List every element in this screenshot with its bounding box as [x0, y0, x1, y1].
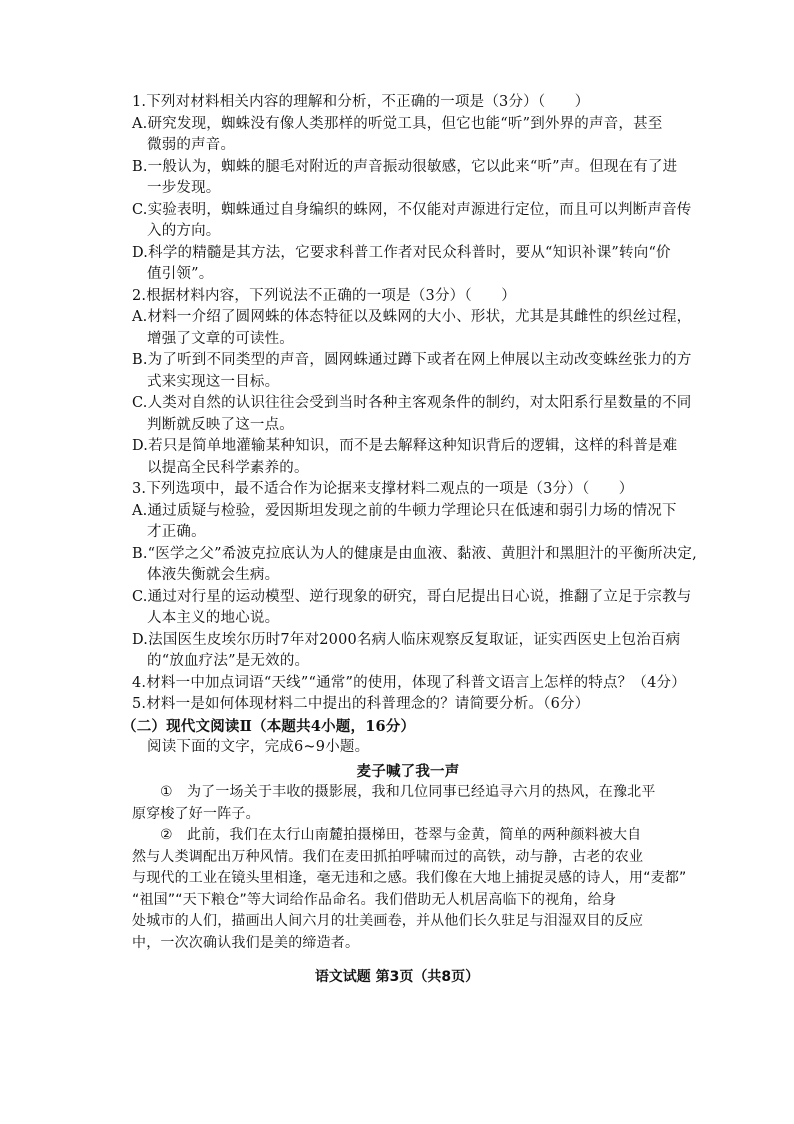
question-2-option-b-cont: 式来实现这一目标。: [147, 373, 280, 390]
question-3-option-c-cont: 人本主义的地心说。: [147, 610, 280, 626]
section-heading: （二）现代文阅读Ⅱ（本题共4小题，16分）: [122, 717, 416, 735]
passage-paragraph-2: ② 此前，我们在太行山南麓拍摄梯田，苍翠与金黄，简单的两种颜料被大自: [160, 827, 642, 843]
question-3-option-b-cont: 体液失衡就会生病。: [147, 567, 280, 583]
page-footer: 语文试题 第3页（共8页）: [314, 969, 480, 985]
passage-paragraph-1-cont: 原穿梭了好一阵子。: [132, 805, 260, 822]
reading-instruction: 阅读下面的文字，完成6~9小题。: [147, 739, 370, 755]
question-1-option-b: B.一般认为，蜘蛛的腿毛对附近的声音振动很敏感，它以此来“听”声。但现在有了进: [132, 158, 678, 175]
question-3-stem: 3.下列选项中，最不适合作为论据来支撑材料二观点的一项是（3分）（ ）: [132, 481, 634, 497]
passage-paragraph-2-line-6: 中，一次次确认我们是美的缔造者。: [132, 934, 360, 951]
question-1-option-a-cont: 微弱的声音。: [147, 137, 236, 153]
passage-paragraph-2-line-2: 然与人类调配出万种风情。我们在麦田抓拍呼啸而过的高铁，动与静，古老的农业: [132, 848, 644, 865]
question-3-option-d: D.法国医生皮埃尔历时7年对2000名病人临床观察反复取证，证实西医史上包治百病: [132, 631, 681, 648]
question-3-option-a: A.通过质疑与检验，爱因斯坦发现之前的牛顿力学理论只在低速和弱引力场的情况下: [132, 502, 677, 519]
passage-title: 麦子喊了我一声: [356, 762, 460, 780]
question-2-option-b: B.为了听到不同类型的声音，圆网蛛通过蹲下或者在网上伸展以主动改变蛛丝张力的方: [132, 352, 692, 368]
question-2-option-d-cont: 以提高全民科学素养的。: [147, 459, 309, 476]
passage-paragraph-2-line-5: 处城市的人们，描画出人间六月的壮美画卷，并从他们长久驻足与泪湿双目的反应: [132, 913, 644, 929]
page-content: [122, 92, 697, 954]
question-1-option-d-cont: 值引领”。: [147, 266, 214, 282]
question-1-option-c: C.实验表明，蜘蛛通过自身编织的蛛网，不仅能对声源进行定位，而且可以判断声音传: [132, 201, 692, 218]
question-2-option-d: D.若只是简单地灌输某种知识，而不是去解释这种知识背后的逻辑，这样的科普是难: [132, 438, 678, 454]
question-1-stem: 1.下列对材料相关内容的理解和分析，不正确的一项是（3分）（ ）: [132, 94, 590, 110]
passage-body: [132, 782, 687, 954]
question-1-option-b-cont: 一步发现。: [147, 180, 221, 196]
question-3-option-d-cont: 的“放血疗法”是无效的。: [147, 653, 310, 669]
question-1-option-d: D.科学的精髓是其方法，它要求科普工作者对民众科普时，要从“知识补课”转向“价: [132, 244, 671, 261]
question-3-option-a-cont: 才正确。: [147, 524, 206, 540]
passage-paragraph-2-line-4: “祖国”“天下粮仓”等大词给作品命名。我们借助无人机居高临下的视角，给身: [132, 891, 617, 908]
question-3-option-b: B.“医学之父”希波克拉底认为人的健康是由血液、黏液、黄胆汁和黑胆汁的平衡所决定,: [132, 545, 697, 562]
question-2-option-a-cont: 增强了文章的可读性。: [147, 330, 294, 347]
passage-paragraph-2-line-3: 与现代的工业在镜头里相逢，毫无违和之感。我们像在大地上捕捉灵感的诗人，用“麦都”: [132, 870, 687, 886]
passage-paragraph-1: ① 为了一场关于丰收的摄影展，我和几位同事已经追寻六月的热风，在豫北平: [160, 784, 656, 800]
question-2-option-c: C.人类对自然的认识往往会受到当时各种主客观条件的制约，对太阳系行星数量的不同: [132, 395, 692, 411]
question-2-option-a: A.材料一介绍了圆网蛛的体态特征以及蛛网的大小、形状，尤其是其雌性的织丝过程，: [132, 309, 692, 325]
question-1-option-a: A.研究发现，蜘蛛没有像人类那样的听觉工具，但它也能“听”到外界的声音，甚至: [132, 115, 663, 132]
question-4: 4.材料一中加点词语“天线”“通常”的使用，体现了科普文语言上怎样的特点？（4分）: [132, 674, 686, 691]
question-2-option-c-cont: 判断就反映了这一点。: [147, 416, 294, 433]
question-5: 5.材料一是如何体现材料二中提出的科普理念的？请简要分析。（6分）: [132, 696, 590, 712]
question-1-option-c-cont: 入的方向。: [147, 223, 221, 239]
question-2-stem: 2.根据材料内容，下列说法不正确的一项是（3分）（ ）: [132, 287, 516, 304]
question-3-option-c: C.通过对行星的运动模型、逆行现象的研究，哥白尼提出日心说，推翻了立足于宗教与: [132, 588, 692, 605]
